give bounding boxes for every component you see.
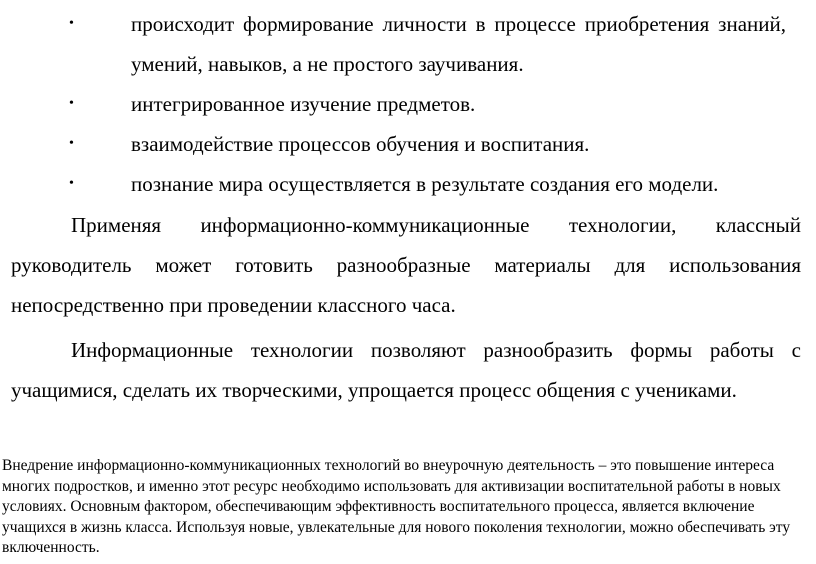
paragraph-extracurricular: Внедрение информационно-коммуникационных технологий во внеурочную деятельность – это повышение интереса многих подростков, и именно этот ресурс необходимо использовать для активизации воспитательной работы в новых условиях. Основным фактором, обеспечивающим эффективность воспитательного процесса, является включение учащихся в жизнь класса. Используя новые, увлекательные для нового поколения технологии, можно обеспечивать эту включенность. bbox=[2, 457, 791, 557]
bullet-text: интегрированное изучение предметов. bbox=[131, 92, 476, 116]
bullet-text: происходит формирование личности в процессе приобретения знаний, умений, навыков, а не простого заучивания. bbox=[131, 12, 786, 76]
paragraph-info-technologies: Информационные технологии позволяют разнообразить формы работы с учащимися, сделать их творческими, упрощается процесс общения с учениками. bbox=[11, 338, 801, 402]
bullet-text: взаимодействие процессов обучения и воспитания. bbox=[131, 132, 590, 156]
bullet-item bbox=[0, 4, 816, 84]
bullet-dot-icon: • bbox=[69, 136, 74, 151]
bullet-list bbox=[0, 4, 816, 204]
bullet-item bbox=[0, 124, 816, 164]
bullet-item bbox=[0, 164, 816, 204]
bullet-dot-icon: • bbox=[69, 16, 74, 31]
bullet-dot-icon: • bbox=[69, 96, 74, 111]
bullet-text: познание мира осуществляется в результате создания его модели. bbox=[131, 172, 719, 196]
bullet-dot-icon: • bbox=[69, 176, 74, 191]
bullet-item bbox=[0, 84, 816, 124]
paragraph-ict-materials: Применяя информационно-коммуникационные технологии, классный руководитель может готовить разнообразные материалы для использования непосредственно при проведении классного часа. bbox=[11, 213, 801, 317]
